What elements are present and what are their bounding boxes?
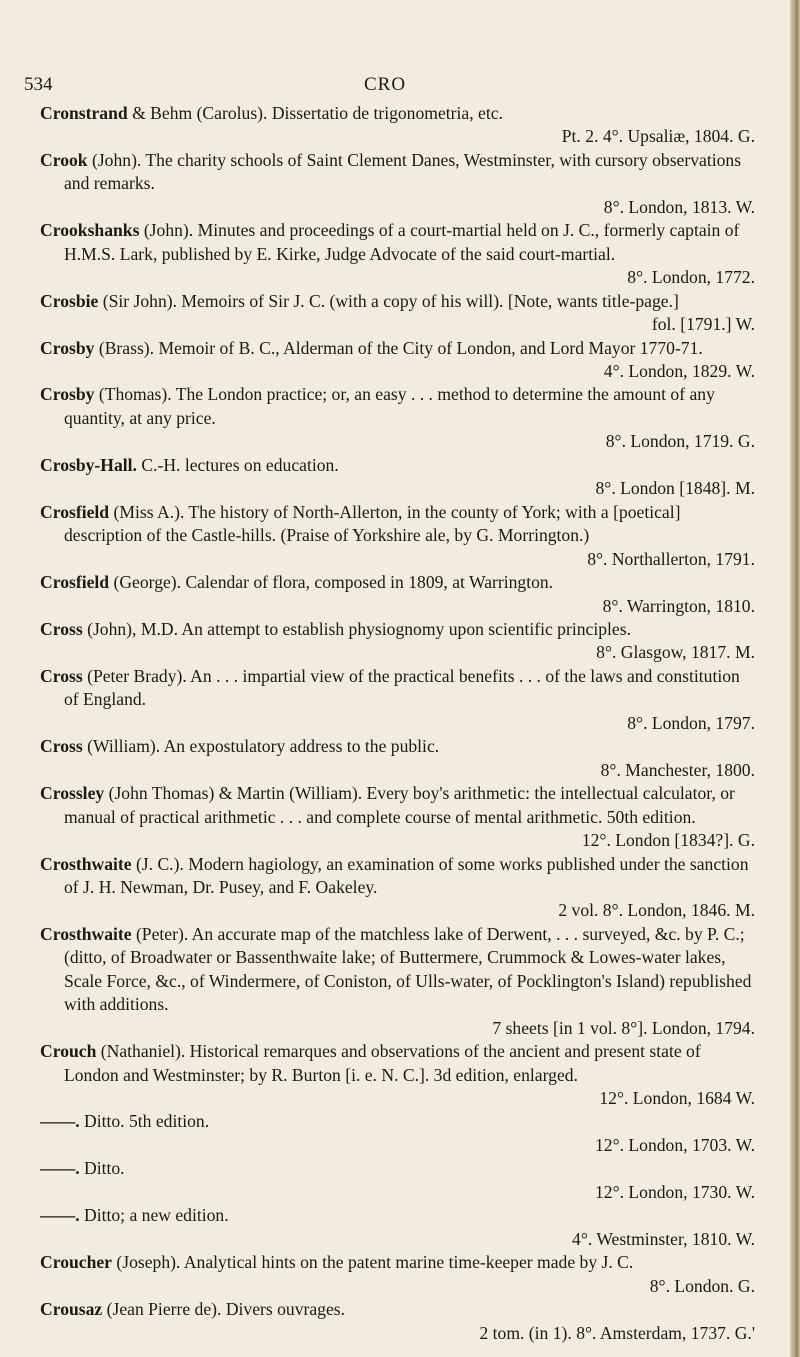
- entry-author: Crossley: [40, 783, 105, 804]
- entry-title: (Peter). An accurate map of the matchless lake of Derwent, . . . surveyed, &c. by P. C.; (ditto, of Broadwater or Bassenthwaite lake; of Buttermere, Crummock & Lowes-water lakes, Scale Force, &c., of Windermere, of Coniston, of Ulls-water, of Pocklington's Island) republished with additions.: [64, 923, 752, 1015]
- entry-author: Croucher: [40, 1252, 112, 1273]
- entry-author: ——.: [40, 1205, 80, 1226]
- entry-title: Ditto; a new edition.: [79, 1205, 229, 1226]
- entry-title: & Behm (Carolus). Dissertatio de trigonometria, etc.: [127, 103, 503, 123]
- catalogue-entry: [40, 454, 755, 501]
- entry-imprint: 8°. Warrington, 1810.: [602, 595, 755, 616]
- entry-author: Crook: [40, 149, 88, 170]
- entry-title: Ditto.: [79, 1158, 125, 1179]
- page-header: [24, 74, 754, 98]
- entry-imprint: 8°. Northallerton, 1791.: [587, 548, 755, 569]
- catalogue-entry: [40, 1110, 755, 1157]
- page-edge: [790, 0, 800, 1357]
- entry-title: (Thomas). The London practice; or, an easy . . . method to determine the amount of any quantity, at any price.: [64, 384, 715, 428]
- entry-imprint: 12°. London [1834?]. G.: [581, 830, 755, 851]
- entry-title: (George). Calendar of flora, composed in 1809, at Warrington.: [109, 572, 554, 593]
- catalogue-entry: [40, 782, 755, 852]
- catalogue-entries: [40, 102, 755, 1345]
- catalogue-entry: [40, 1040, 755, 1110]
- entry-author: Crosby: [40, 337, 95, 358]
- entry-author: Cross: [40, 618, 83, 639]
- entry-imprint: 8°. Glasgow, 1817. M.: [596, 642, 755, 663]
- entry-title: (Miss A.). The history of North-Allerton, in the county of York; with a [poetical] description of the Castle-hills. (Praise of Yorkshire ale, by G. Morrington.): [64, 501, 681, 546]
- entry-title: (Brass). Memoir of B. C., Alderman of the City of London, and Lord Mayor 1770-71.: [94, 337, 703, 358]
- entry-author: Cross: [40, 665, 83, 686]
- entry-author: Crosthwaite: [40, 853, 132, 874]
- catalogue-entry: [40, 1204, 755, 1251]
- catalogue-entry: [40, 1251, 755, 1298]
- catalogue-entry: [40, 618, 755, 665]
- entry-imprint: fol. [1791.] W.: [651, 314, 755, 335]
- entry-title: (Nathaniel). Historical remarques and observations of the ancient and present state of London and Westminster; by R. Burton [i. e. N. C.]. 3d edition, enlarged.: [64, 1041, 701, 1085]
- entry-title: (John), M.D. An attempt to establish physiognomy upon scientific principles.: [82, 618, 631, 639]
- entry-imprint: 8°. London, 1719. G.: [605, 431, 755, 452]
- entry-title: Ditto. 5th edition.: [79, 1111, 210, 1132]
- catalogue-entry: [40, 383, 755, 453]
- catalogue-entry: [40, 853, 755, 923]
- entry-imprint: 8°. London. G.: [649, 1275, 755, 1296]
- catalogue-entry: [40, 290, 755, 337]
- entry-title: (William). An expostulatory address to the public.: [82, 736, 440, 757]
- catalogue-entry: [40, 571, 755, 618]
- entry-imprint: 12°. London, 1703. W.: [594, 1134, 755, 1155]
- entry-author: Crousaz: [40, 1299, 103, 1320]
- entry-author: Crosby-Hall.: [40, 454, 137, 475]
- catalogue-entry: [40, 337, 755, 384]
- entry-imprint: 12°. London, 1730. W.: [594, 1181, 755, 1202]
- entry-title: (Joseph). Analytical hints on the patent marine time-keeper made by J. C.: [112, 1252, 634, 1273]
- entry-author: Cronstrand: [40, 103, 128, 123]
- catalogue-entry: [40, 501, 755, 571]
- entry-title: (Jean Pierre de). Divers ouvrages.: [102, 1299, 346, 1320]
- entry-title: C.-H. lectures on education.: [136, 454, 339, 475]
- entry-author: Crosfield: [40, 501, 110, 522]
- entry-imprint: 8°. London, 1772.: [627, 267, 755, 288]
- entry-imprint: 8°. London, 1813. W.: [603, 196, 755, 217]
- entry-author: Crosfield: [40, 572, 110, 593]
- entry-author: Cross: [40, 736, 83, 757]
- entry-imprint: 8°. London, 1797.: [627, 712, 755, 733]
- entry-author: Crouch: [40, 1041, 97, 1062]
- entry-author: Crookshanks: [40, 220, 140, 241]
- catalogue-entry: [40, 923, 755, 1040]
- entry-author: Crosthwaite: [40, 923, 132, 944]
- catalogue-entry: [40, 149, 755, 219]
- catalogue-entry: [40, 1298, 755, 1345]
- entry-author: ——.: [40, 1111, 80, 1132]
- entry-imprint: Pt. 2. 4°. Upsaliæ, 1804. G.: [561, 126, 755, 147]
- catalogue-entry: [40, 102, 755, 149]
- entry-imprint: 8°. Manchester, 1800.: [600, 759, 755, 780]
- entry-imprint: 4°. Westminster, 1810. W.: [572, 1228, 755, 1249]
- entry-title: (John). The charity schools of Saint Clement Danes, Westminster, with cursory observations and remarks.: [64, 149, 742, 194]
- entry-imprint: 4°. London, 1829. W.: [603, 360, 755, 381]
- entry-title: (John). Minutes and proceedings of a court-martial held on J. C., formerly captain of H.M.S. Lark, published by E. Kirke, Judge Advocate of the said court-martial.: [64, 220, 740, 264]
- entry-imprint: 2 tom. (in 1). 8°. Amsterdam, 1737. G.': [479, 1322, 755, 1343]
- entry-imprint: 2 vol. 8°. London, 1846. M.: [558, 900, 755, 921]
- entry-author: Crosby: [40, 384, 95, 405]
- entry-author: ——.: [40, 1158, 80, 1179]
- catalogue-entry: [40, 735, 755, 782]
- catalogue-entry: [40, 665, 755, 735]
- entry-title: (Sir John). Memoirs of Sir J. C. (with a copy of his will). [Note, wants title-page.]: [98, 290, 679, 311]
- page-number: 534: [24, 74, 53, 95]
- entry-title: (John Thomas) & Martin (William). Every boy's arithmetic: the intellectual calculator, or manual of practical arithmetic . . . and complete course of mental arithmetic. 50th edition.: [64, 783, 735, 827]
- catalogue-entry: [40, 219, 755, 289]
- catalogue-entry: [40, 1157, 755, 1204]
- entry-imprint: 12°. London, 1684 W.: [599, 1088, 755, 1109]
- entry-imprint: 8°. London [1848]. M.: [595, 478, 755, 499]
- entry-imprint: 7 sheets [in 1 vol. 8°]. London, 1794.: [492, 1017, 755, 1038]
- entry-title: (J. C.). Modern hagiology, an examination of some works published under the sanction of J. H. Newman, Dr. Pusey, and F. Oakeley.: [64, 853, 749, 897]
- running-head: CRO: [364, 74, 407, 95]
- entry-author: Crosbie: [40, 290, 99, 311]
- entry-title: (Peter Brady). An . . . impartial view of the practical benefits . . . of the laws and constitution of England.: [64, 665, 740, 710]
